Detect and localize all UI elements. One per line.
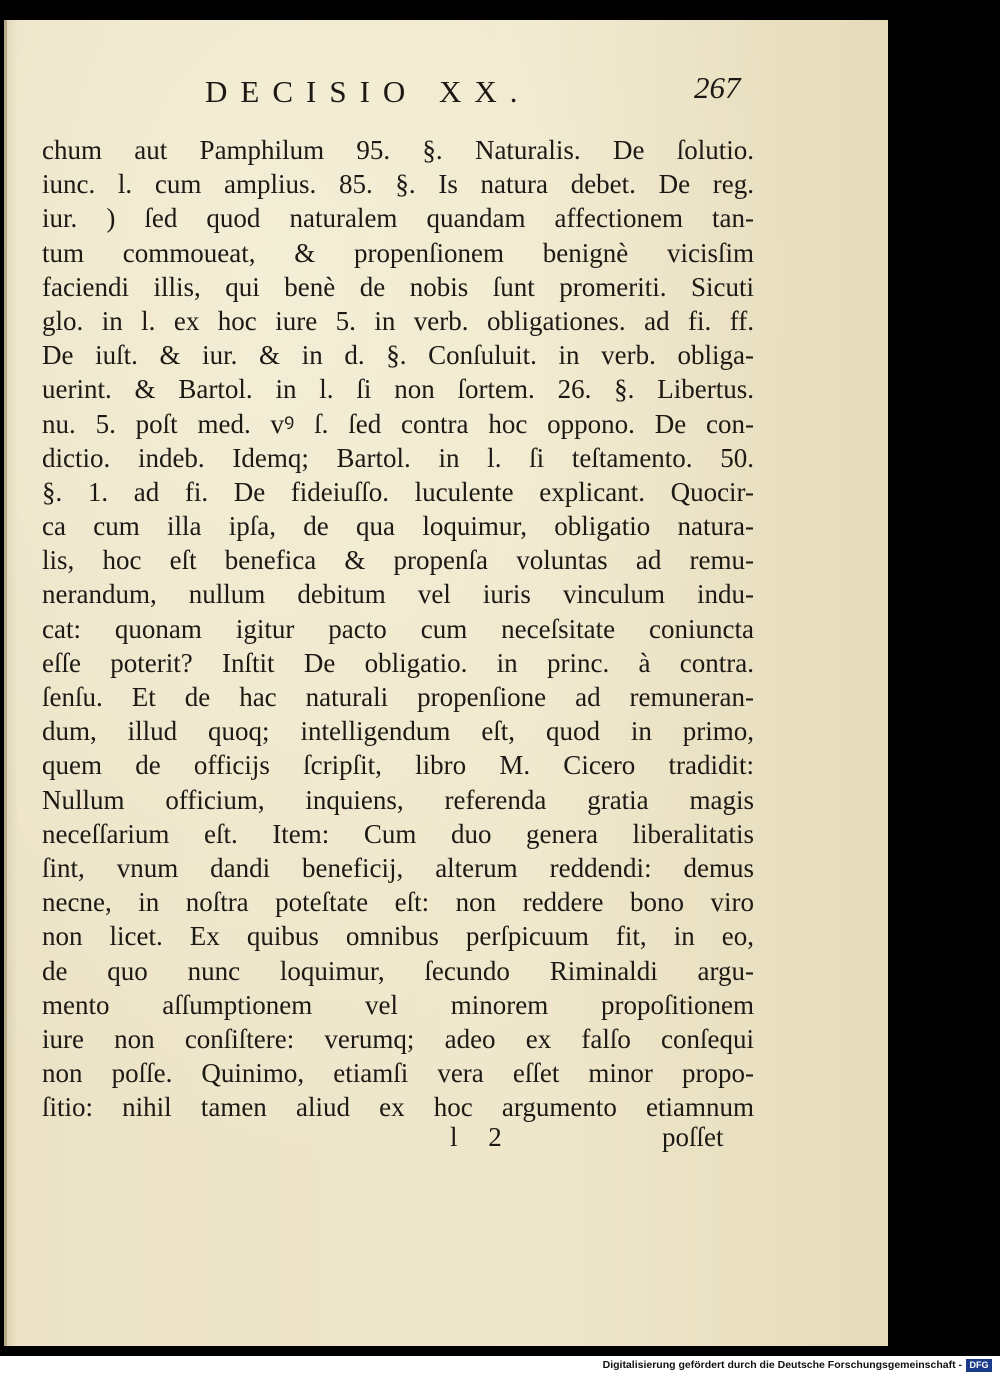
text-line: dum, illud quoq; intelligendum eſt, quod in primo, [42, 716, 754, 747]
text-line: ſenſu. Et de hac naturali propenſione ad remuneran- [42, 682, 754, 712]
text-line: mento aſſumptionem vel minorem propoſitionem [42, 989, 754, 1020]
text-line: lis, hoc eſt benefica & propenſa voluntas ad remu- [42, 545, 754, 576]
running-head: DECISIO XX. [205, 74, 531, 109]
text-line: uerint. & Bartol. in l. ſi non ſortem. 26. §. Libertus. [42, 374, 754, 405]
text-line: nu. 5. poſt med. vꝰ ſ. ſed contra hoc oppono. De con- [42, 408, 754, 439]
text-line: De iuſt. & iur. & in d. §. Conſuluit. in verb. obliga- [42, 340, 754, 371]
text-line: iure non conſiſtere: verumq; adeo ex falſo conſequi [42, 1023, 754, 1054]
dfg-logo: DFG [966, 1359, 992, 1372]
text-line: dictio. indeb. Idemq; Bartol. in l. ſi teſtamento. 50. [42, 442, 754, 473]
text-line: cat: quonam igitur pacto cum neceſsitate coniuncta [42, 613, 754, 644]
text-line: ſint, vnum dandi beneficij, alterum reddendi: demus [42, 852, 754, 883]
text-line: non licet. Ex quibus omnibus perſpicuum fit, in eo, [42, 921, 754, 952]
text-line: necne, in noſtra poteſtate eſt: non reddere bono viro [42, 887, 754, 918]
catchword: poſſet [662, 1122, 724, 1152]
text-line: chum aut Pamphilum 95. §. Naturalis. De ſolutio. [42, 135, 754, 165]
text-line: non poſſe. Quinimo, etiamſi vera eſſet minor propo- [42, 1058, 754, 1089]
text-line: eſſe poterit? Inſtit De obligatio. in princ. à contra. [42, 647, 754, 678]
text-line: §. 1. ad fi. De fideiuſſo. luculente explicant. Quocir- [42, 476, 754, 507]
text-line: faciendi illis, qui benè de nobis ſunt promeriti. Sicuti [42, 271, 754, 302]
text-line: glo. in l. ex hoc iure 5. in verb. obligationes. ad fi. ff. [42, 305, 754, 336]
text-line: nerandum, nullum debitum vel iuris vinculum indu- [42, 579, 754, 610]
page-number: 267 [694, 70, 741, 105]
text-line: Nullum officium, inquiens, referenda gratia magis [42, 784, 754, 815]
text-line: ca cum illa ipſa, de qua loquimur, obligatio natura- [42, 511, 754, 542]
body-text [42, 133, 754, 1124]
text-line: quem de officijs ſcripſit, libro M. Cicero tradidit: [42, 750, 754, 781]
text-line: iunc. l. cum amplius. 85. §. Is natura debet. De reg. [42, 169, 754, 200]
page-edge-shadow [4, 20, 7, 1346]
text-line: iur. ) ſed quod naturalem quandam affectionem tan- [42, 203, 754, 234]
signature-mark: l 2 [450, 1122, 514, 1152]
text-line: neceſſarium eſt. Item: Cum duo genera liberalitatis [42, 818, 754, 849]
text-line: de quo nunc loquimur, ſecundo Riminaldi argu- [42, 955, 754, 986]
footer-bar [0, 1356, 1000, 1376]
text-line: tum commoueat, & propenſionem benignè vicisſim [42, 237, 754, 268]
text-line: ſitio: nihil tamen aliud ex hoc argumento etiamnum [42, 1092, 754, 1123]
funding-credit: Digitalisierung gefördert durch die Deutsche Forschungsgemeinschaft - [602, 1359, 962, 1371]
